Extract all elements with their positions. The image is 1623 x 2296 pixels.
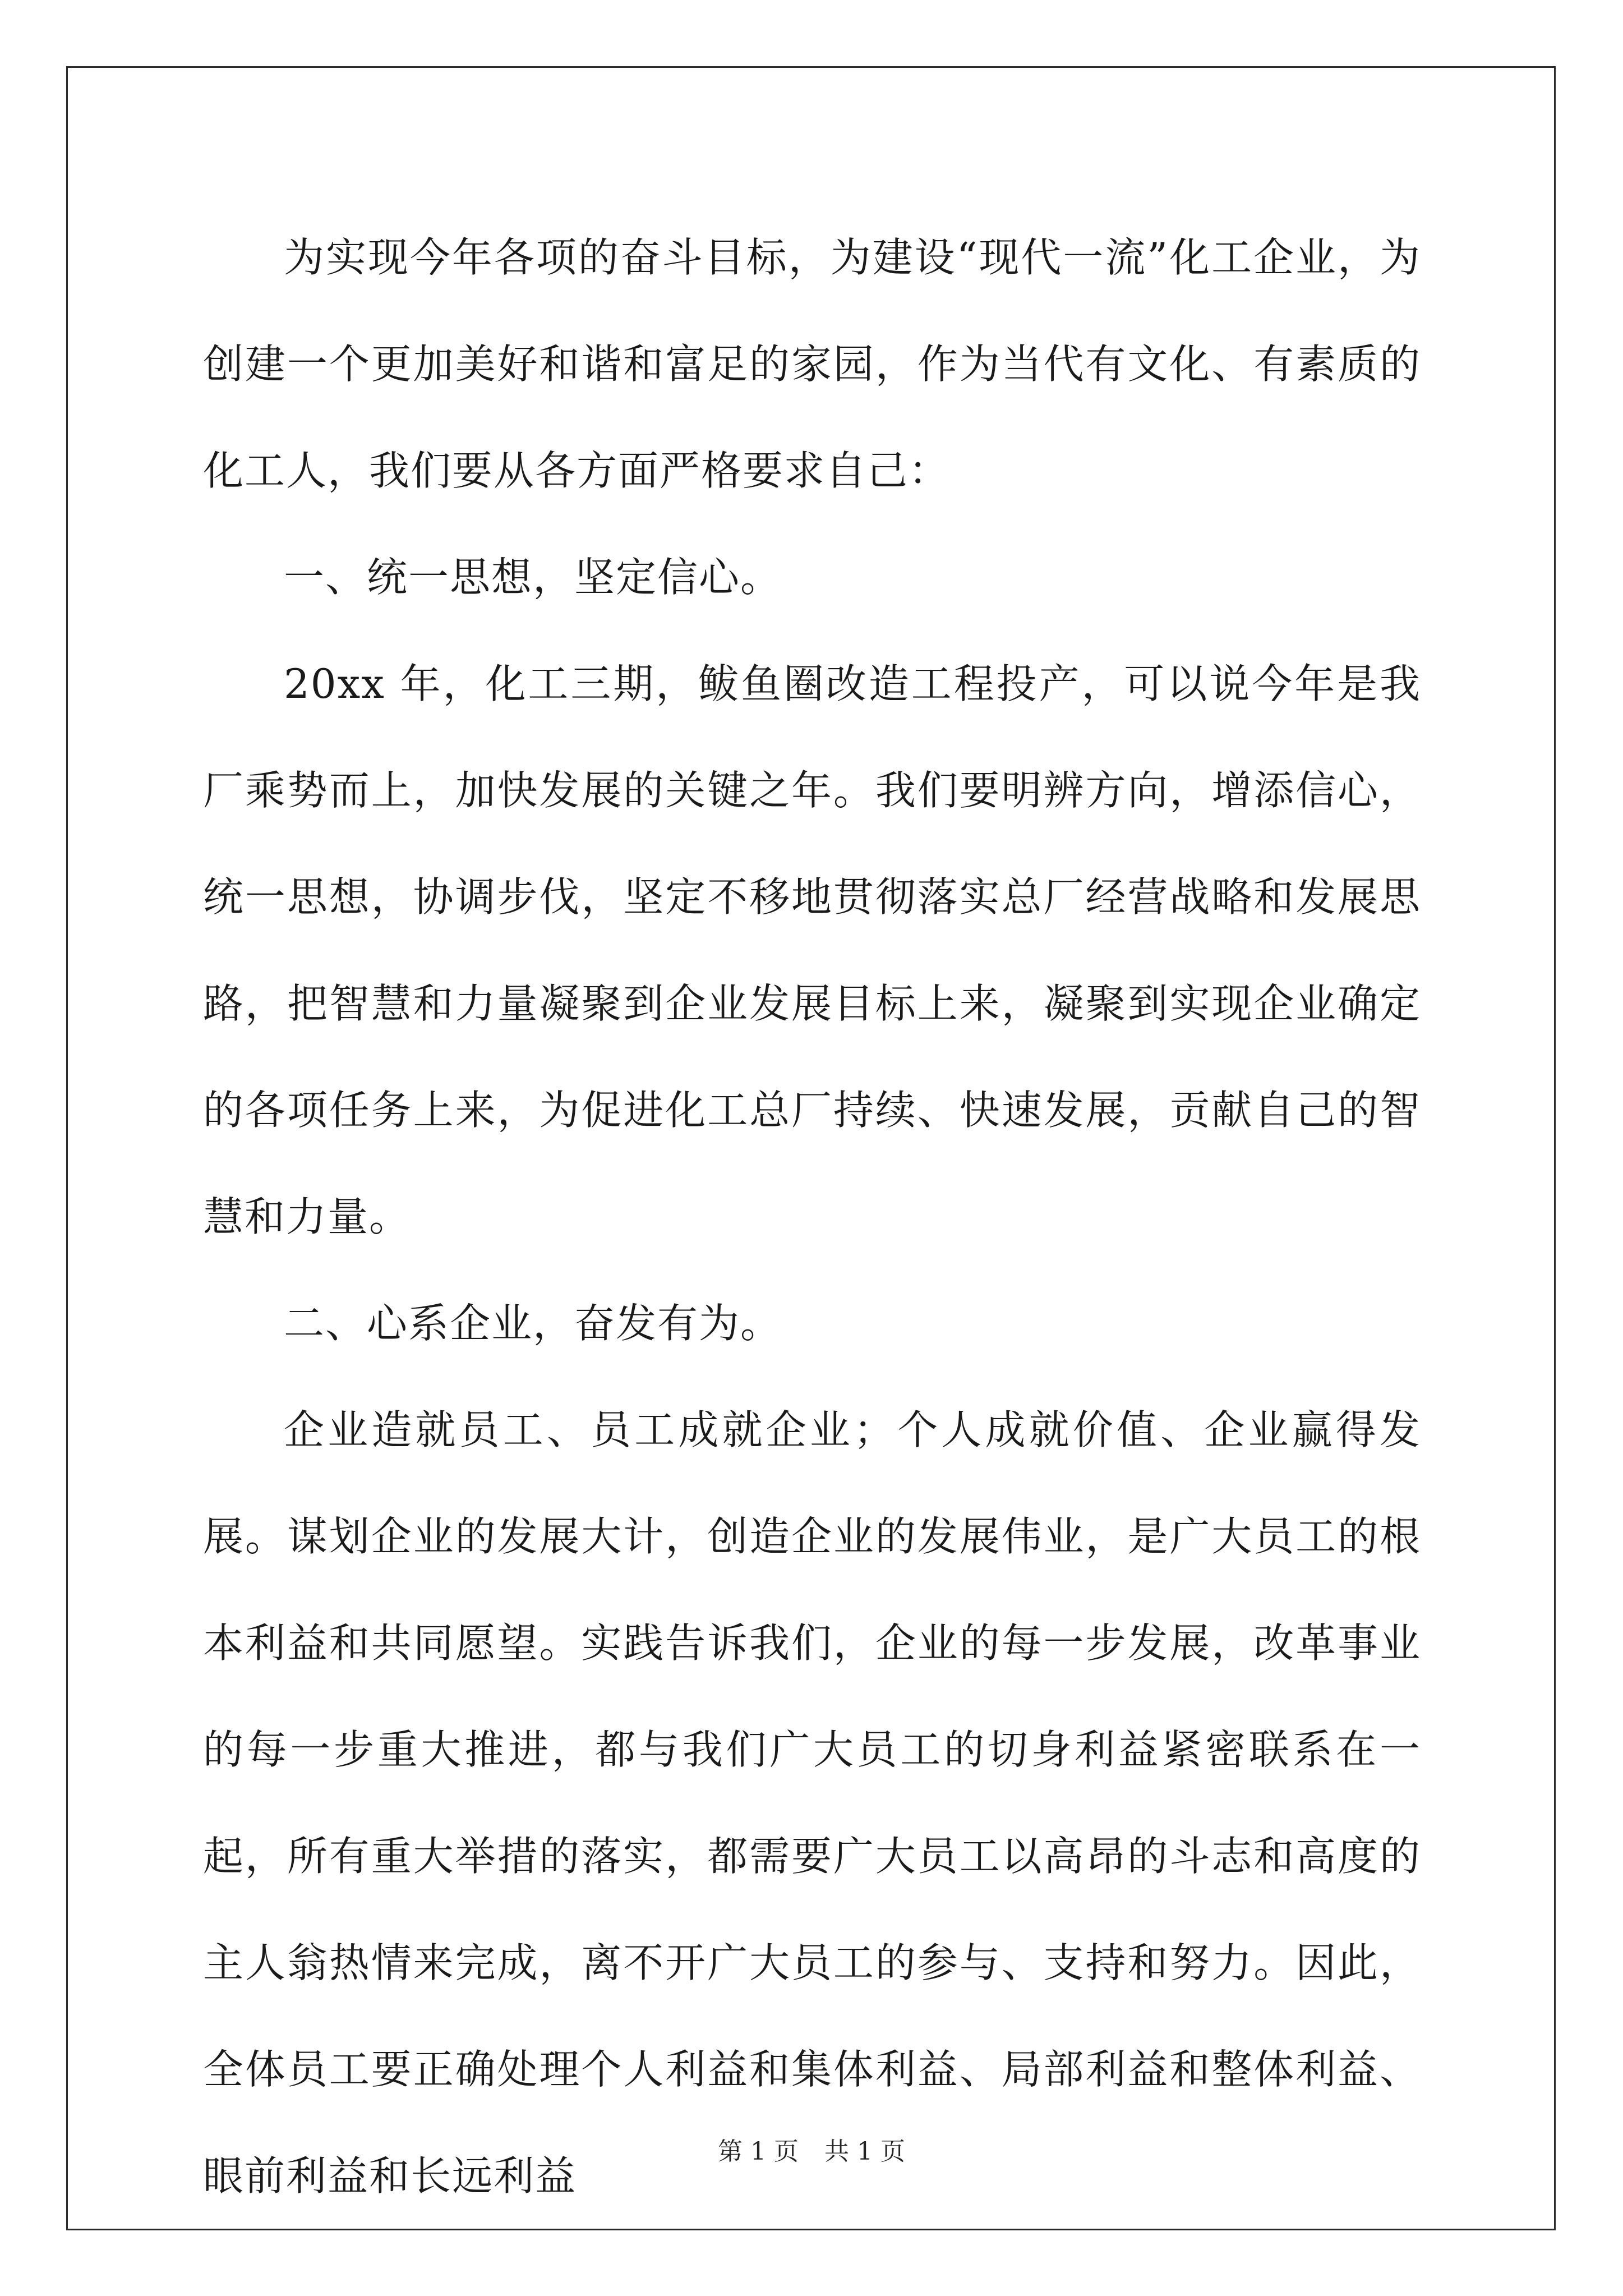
page-total: 共 1 页	[824, 2137, 905, 2166]
paragraph-section-2: 企业造就员工、员工成就企业；个人成就价值、企业赢得发展。谋划企业的发展大计，创造企业的发展伟业，是广大员工的根本利益和共同愿望。实践告诉我们，企业的每一步发展，改革事业的每一步重大推进，都与我们广大员工的切身利益紧密联系在一起，所有重大举措的落实，都需要广大员工以高昂的斗志和高度的主人翁热情来完成，离不开广大员工的参与、支持和努力。因此，全体员工要正确处理个人利益和集体利益、局部利益和整体利益、眼前利益和长远利益	[203, 1406, 1421, 2200]
page-footer	[0, 2135, 1623, 2169]
page-number: 第 1 页	[718, 2137, 799, 2166]
paragraph-intro: 为实现今年各项的奋斗目标，为建设“现代一流”化工企业，为创建一个更加美好和谐和富足的家园，作为当代有文化、有素质的化工人，我们要从各方面严格要求自己：	[203, 234, 1421, 494]
heading-section-2: 二、心系企业，奋发有为。	[284, 1300, 782, 1347]
document-body	[203, 204, 1421, 2229]
paragraph-section-1: 20xx 年，化工三期，鲅鱼圈改造工程投产，可以说今年是我厂乘势而上，加快发展的关键之年。我们要明辨方向，增添信心，统一思想，协调步伐，坚定不移地贯彻落实总厂经营战略和发展思路，把智慧和力量凝聚到企业发展目标上来，凝聚到实现企业确定的各项任务上来，为促进化工总厂持续、快速发展，贡献自己的智慧和力量。	[203, 660, 1421, 1240]
heading-section-1: 一、统一思想，坚定信心。	[284, 554, 782, 601]
